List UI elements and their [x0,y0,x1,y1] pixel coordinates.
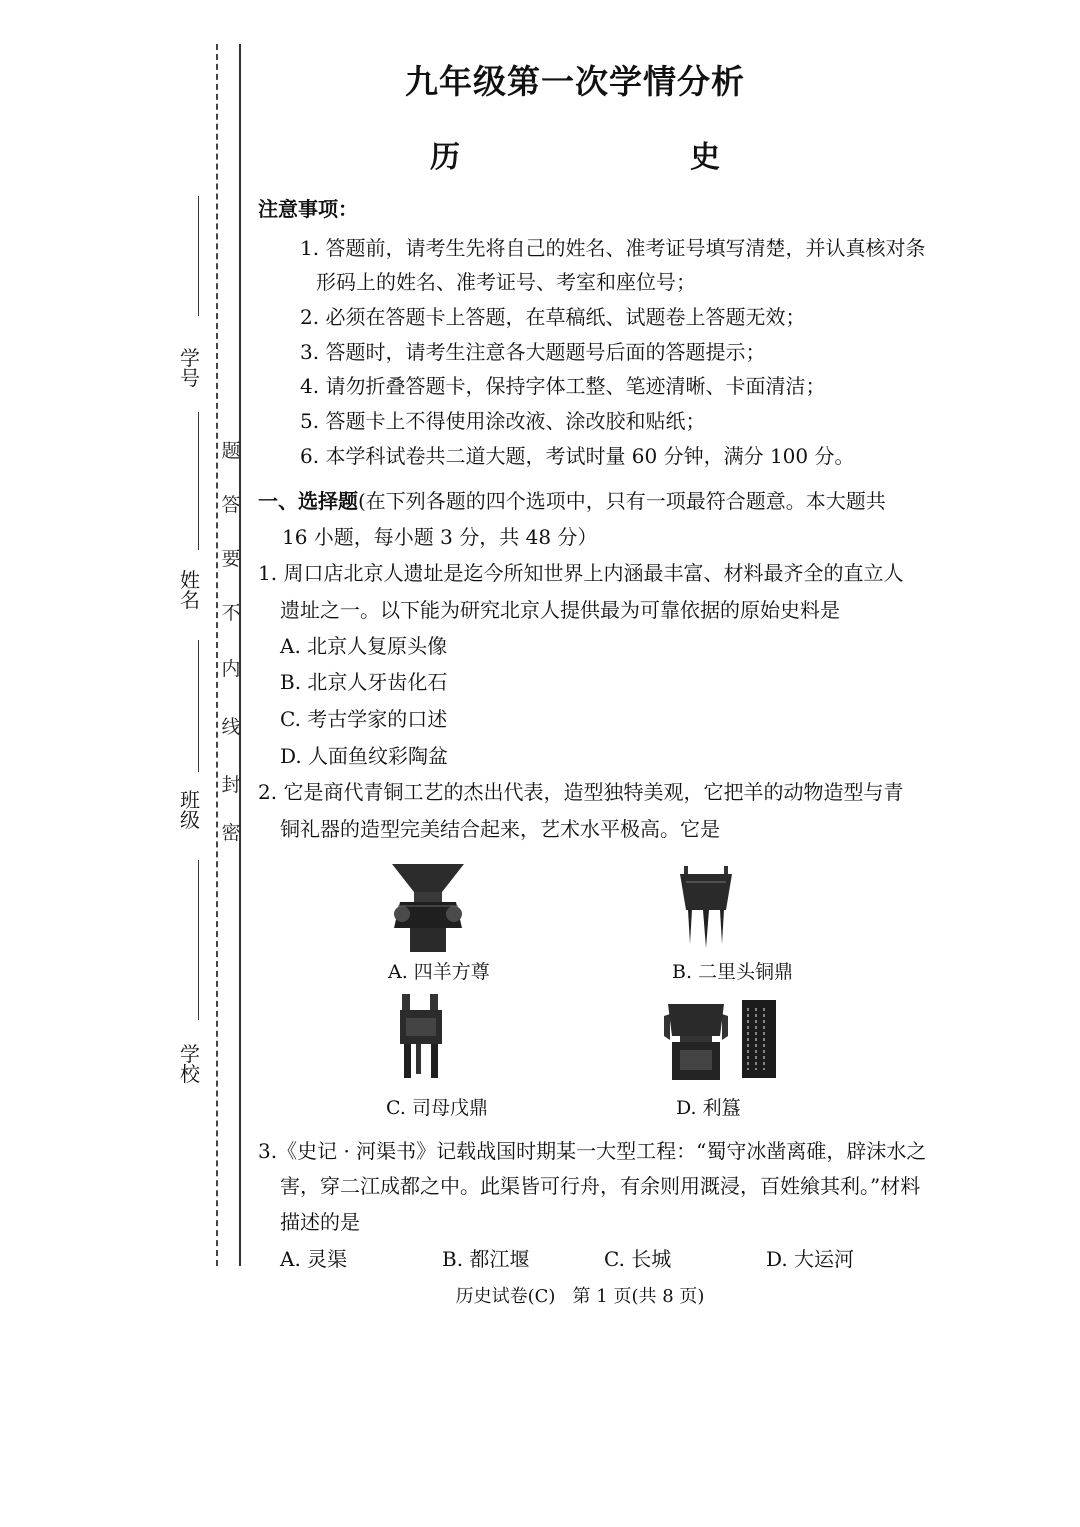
four-ram-square-zun-image [388,862,468,954]
seal-char: 密 [221,822,241,844]
li-gui-image [656,996,778,1082]
simuwu-ding-image [372,990,462,1082]
erlitou-bronze-ding-image [676,864,736,950]
name-fill-line[interactable] [198,412,199,550]
notes-heading: 注意事项： [258,197,358,221]
question-1-option-c: C. 考古学家的口述 [280,707,448,731]
question-1-stem-cont: 遗址之一。以下能为研究北京人提供最为可靠依据的原始史料是 [280,598,840,622]
seal-char: 答 [221,494,241,516]
section-description: 16 小题，每小题 3 分，共 48 分） [282,525,598,549]
note-item: 2. 必须在答题卡上答题，在草稿纸、试题卷上答题无效； [300,305,806,329]
note-item: 形码上的姓名、准考证号、考室和座位号； [316,270,696,294]
question-3-option-a: A. 灵渠 [280,1247,348,1271]
question-3-stem: 3.《史记 · 河渠书》记载战国时期某一大型工程：“蜀守冰凿离碓，辟沫水之 [258,1139,927,1163]
question-3-option-d: D. 大运河 [766,1247,855,1271]
subject-title: 历 史 [430,140,720,175]
seal-char: 内 [221,658,241,680]
seal-char: 题 [221,440,241,462]
question-1-stem: 1. 周口店北京人遗址是迄今所知世界上内涵最丰富、材料最齐全的直立人 [258,561,904,585]
binding-dashed-line [216,44,218,1266]
student-id-label: 学号 [180,346,200,390]
school-label: 学校 [180,1042,200,1086]
page-footer: 历史试卷(C) 第 1 页(共 8 页) [455,1286,705,1307]
note-item: 5. 答题卡上不得使用涂改液、涂改胶和贴纸； [300,409,706,433]
question-2-stem-cont: 铜礼器的造型完美结合起来，艺术水平极高。它是 [280,817,720,841]
question-2-stem: 2. 它是商代青铜工艺的杰出代表，造型独特美观，它把羊的动物造型与青 [258,780,904,804]
class-fill-line[interactable] [198,640,199,772]
seal-char: 线 [221,716,241,738]
question-3-stem-cont: 害，穿二江成都之中。此渠皆可行舟，有余则用溉浸，百姓飨其利。”材料 [280,1174,921,1198]
section-heading: 一、选择题(在下列各题的四个选项中，只有一项最符合题意。本大题共 [258,489,886,513]
question-3-option-b: B. 都江堰 [442,1247,530,1271]
note-item: 4. 请勿折叠答题卡，保持字体工整、笔迹清晰、卡面清洁； [300,374,826,398]
question-1-option-b: B. 北京人牙齿化石 [280,670,448,694]
question-2-option-d: D. 利簋 [676,1097,741,1119]
question-1-option-a: A. 北京人复原头像 [280,634,448,658]
question-1-option-d: D. 人面鱼纹彩陶盆 [280,744,449,768]
note-item: 1. 答题前，请考生先将自己的姓名、准考证号填写清楚，并认真核对条 [300,236,926,260]
question-3-option-c: C. 长城 [604,1247,672,1271]
student-id-fill-line[interactable] [198,196,199,316]
seal-char: 不 [221,602,241,624]
class-label: 班级 [180,788,200,832]
question-2-option-c: C. 司母戊鼎 [386,1097,488,1119]
note-item: 3. 答题时，请考生注意各大题题号后面的答题提示； [300,340,766,364]
question-2-option-b: B. 二里头铜鼎 [672,961,794,983]
seal-char: 封 [221,774,241,796]
exam-title: 九年级第一次学情分析 [405,62,745,101]
seal-char: 要 [221,548,241,570]
question-3-stem-end: 描述的是 [280,1210,360,1234]
name-label: 姓名 [180,568,200,612]
school-fill-line[interactable] [198,860,199,1020]
question-2-option-a: A. 四羊方尊 [388,961,490,983]
note-item: 6. 本学科试卷共二道大题，考试时量 60 分钟，满分 100 分。 [300,444,855,468]
